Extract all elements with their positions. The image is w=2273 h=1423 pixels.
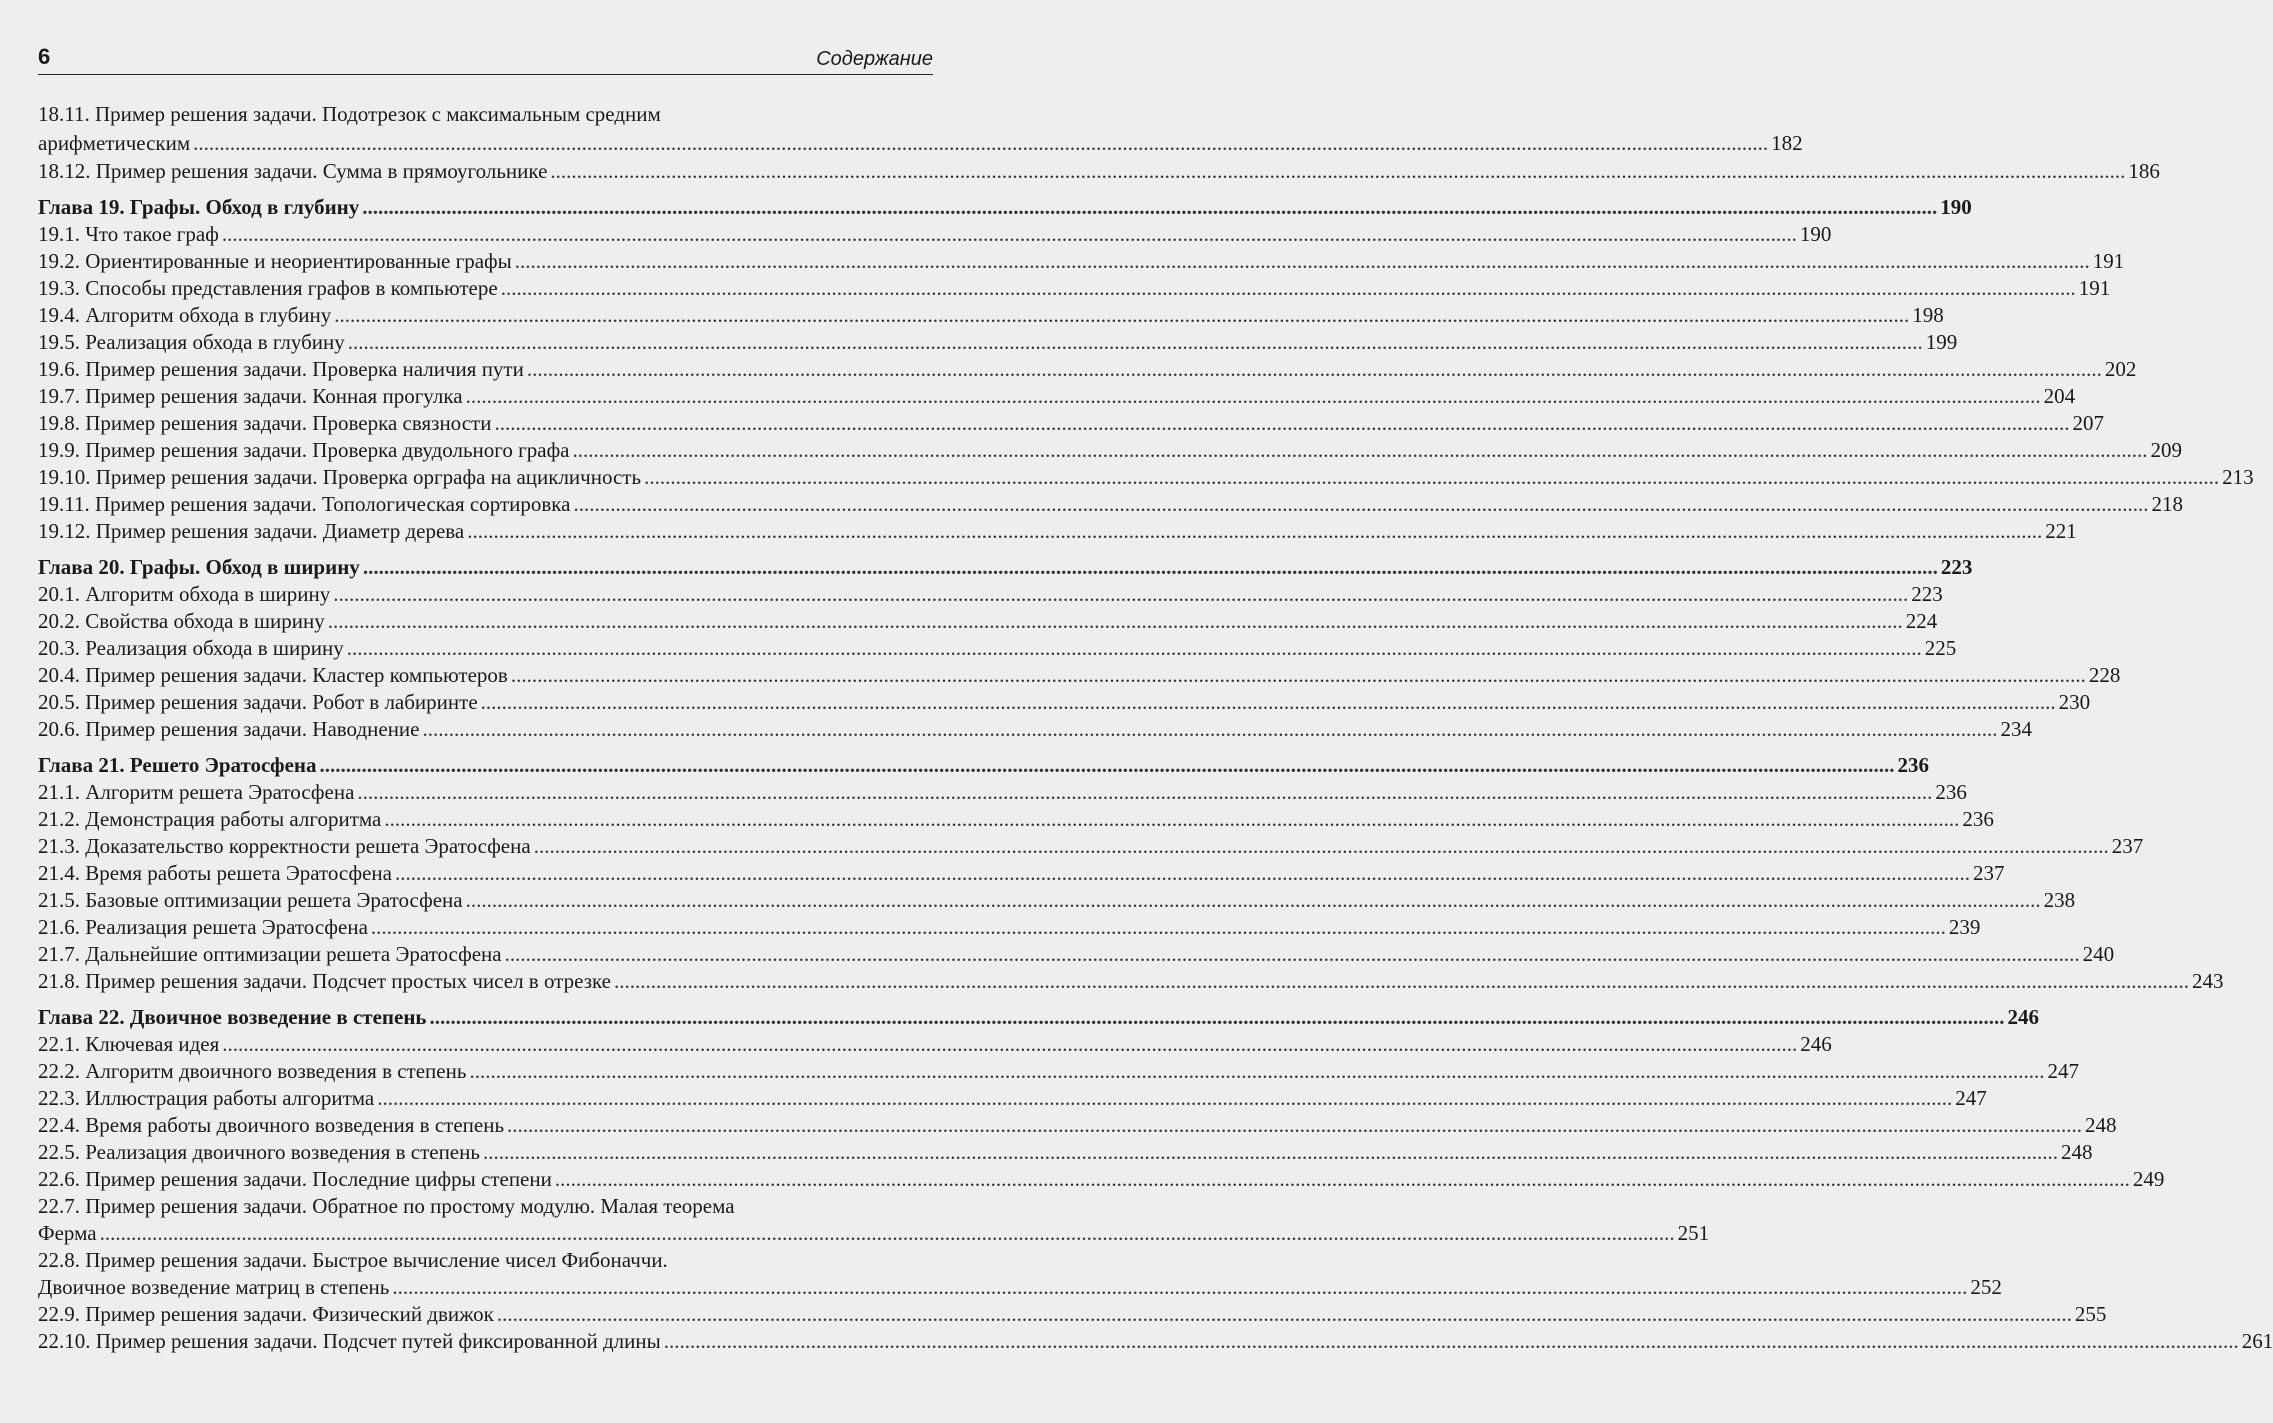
toc-page-number: 204 (2043, 384, 2076, 408)
dot-leader: ............................................................................................................................................................................................................................................................................................................ (362, 555, 1938, 579)
toc-title: 20.1. Алгоритм обхода в ширину (38, 582, 331, 606)
dot-leader: ............................................................................................................................................................................................................................................................................................................ (395, 861, 1970, 885)
toc-title: 22.9. Пример решения задачи. Физический движок (38, 1302, 494, 1326)
toc-line (38, 1274, 2002, 1301)
toc-entry (38, 275, 2111, 302)
toc-page-number: 230 (2058, 690, 2091, 714)
toc-title: 21.6. Реализация решета Эратосфена (38, 915, 368, 939)
toc-page-number: 248 (2060, 1140, 2093, 1164)
toc-entry (38, 914, 1981, 941)
toc-page-number: 255 (2074, 1302, 2107, 1326)
toc-line (38, 158, 2160, 185)
toc-title: 19.12. Пример решения задачи. Диаметр дерева (38, 519, 465, 543)
toc-title: арифметическим (38, 131, 191, 155)
toc-page-number: 218 (2151, 492, 2183, 516)
toc-title: 19.4. Алгоритм обхода в глубину (38, 303, 332, 327)
toc-page-number: 202 (2104, 357, 2137, 381)
toc-page-number: 248 (2085, 1113, 2117, 1137)
page-header (38, 44, 933, 75)
toc-title: 21.3. Доказательство корректности решета Эратосфена (38, 834, 531, 858)
dot-leader: ............................................................................................................................................................................................................................................................................................................ (465, 888, 2041, 912)
toc-entry (38, 491, 2183, 518)
toc-entry (38, 302, 1944, 329)
toc-entry (38, 689, 2091, 716)
toc-page-number: 223 (1940, 555, 1973, 579)
toc-title: 22.1. Ключевая идея (38, 1032, 220, 1056)
toc-title: 19.8. Пример решения задачи. Проверка связности (38, 411, 492, 435)
toc-entry (38, 1328, 2273, 1355)
toc-title: 19.11. Пример решения задачи. Топологическая сортировка (38, 492, 571, 516)
toc-page-number: 246 (1800, 1032, 1832, 1056)
toc-page-number: 247 (1955, 1086, 1987, 1110)
toc-title: 19.7. Пример решения задачи. Конная прогулка (38, 384, 463, 408)
toc-entry (38, 100, 1803, 158)
toc-entry (38, 860, 2005, 887)
toc-chapter (38, 752, 1929, 779)
toc-title: 18.11. Пример решения задачи. Подотрезок с максимальным средним (38, 102, 661, 126)
toc-line (38, 1112, 2117, 1139)
toc-entry (38, 806, 1994, 833)
toc-page-number: 238 (2043, 888, 2076, 912)
toc-entry (38, 383, 2076, 410)
toc-title: 21.2. Демонстрация работы алгоритма (38, 807, 382, 831)
dot-leader: ............................................................................................................................................................................................................................................................................................................ (533, 834, 2109, 858)
toc-entry (38, 968, 2224, 995)
toc-line (38, 689, 2091, 716)
toc-line (38, 302, 1944, 329)
toc-title: 22.4. Время работы двоичного возведения в степень (38, 1113, 505, 1137)
toc-line (38, 129, 1803, 158)
dot-leader: ............................................................................................................................................................................................................................................................................................................ (494, 411, 2070, 435)
toc-title: 22.6. Пример решения задачи. Последние цифры степени (38, 1167, 552, 1191)
toc-line (38, 248, 2125, 275)
dot-leader: ............................................................................................................................................................................................................................................................................................................ (510, 663, 2086, 687)
toc-entry (38, 329, 1958, 356)
table-of-contents (38, 100, 2273, 1355)
toc-title: Глава 20. Графы. Обход в ширину (38, 555, 360, 579)
toc-page-number: 239 (1948, 915, 1981, 939)
toc-entry (38, 779, 1967, 806)
toc-page-number: 213 (2222, 465, 2254, 489)
toc-page-number: 207 (2072, 411, 2104, 435)
dot-leader: ............................................................................................................................................................................................................................................................................................................ (482, 1140, 2058, 1164)
toc-line (38, 833, 2144, 860)
toc-title: 21.8. Пример решения задачи. Подсчет простых чисел в отрезке (38, 969, 611, 993)
toc-page-number: 247 (2047, 1059, 2079, 1083)
toc-entry (38, 1112, 2117, 1139)
dot-leader: ............................................................................................................................................................................................................................................................................................................ (392, 1275, 1968, 1299)
dot-leader: ............................................................................................................................................................................................................................................................................................................ (467, 519, 2043, 543)
toc-entry (38, 1058, 2079, 1085)
toc-page-number: 261 (2241, 1329, 2273, 1353)
toc-title: 22.7. Пример решения задачи. Обратное по простому модулю. Малая теорема (38, 1194, 735, 1218)
toc-line (38, 860, 2005, 887)
toc-line (38, 1193, 933, 1220)
toc-entry (38, 716, 2032, 743)
dot-leader: ............................................................................................................................................................................................................................................................................................................ (222, 1032, 1798, 1056)
toc-title: 19.6. Пример решения задачи. Проверка наличия пути (38, 357, 524, 381)
toc-page-number: 234 (2000, 717, 2032, 741)
toc-line (38, 608, 1938, 635)
dot-leader: ............................................................................................................................................................................................................................................................................................................ (429, 1005, 2005, 1029)
toc-line (38, 554, 1973, 581)
toc-chapter (38, 1004, 2040, 1031)
toc-title: 21.5. Базовые оптимизации решета Эратосфена (38, 888, 463, 912)
toc-line (38, 221, 1832, 248)
toc-title: Глава 19. Графы. Обход в глубину (38, 195, 360, 219)
dot-leader: ............................................................................................................................................................................................................................................................................................................ (465, 384, 2041, 408)
toc-line (38, 662, 2121, 689)
dot-leader: ............................................................................................................................................................................................................................................................................................................ (504, 942, 2080, 966)
toc-line (38, 752, 1929, 779)
toc-title: 19.3. Способы представления графов в компьютере (38, 276, 498, 300)
dot-leader: ............................................................................................................................................................................................................................................................................................................ (614, 969, 2189, 993)
page-number: 6 (38, 44, 51, 69)
toc-title: 22.3. Иллюстрация работы алгоритма (38, 1086, 375, 1110)
toc-page-number: 190 (1799, 222, 1832, 246)
toc-page-number: 246 (2007, 1005, 2040, 1029)
toc-line (38, 1247, 933, 1274)
toc-entry (38, 410, 2104, 437)
toc-page-number: 221 (2045, 519, 2077, 543)
toc-line (38, 1220, 1710, 1247)
toc-line (38, 329, 1958, 356)
toc-entry (38, 464, 2254, 491)
toc-title: 21.1. Алгоритм решета Эратосфена (38, 780, 355, 804)
toc-page-number: 224 (1905, 609, 1938, 633)
toc-page-number: 237 (2111, 834, 2144, 858)
toc-page-number: 223 (1911, 582, 1943, 606)
toc-title: 20.4. Пример решения задачи. Кластер компьютеров (38, 663, 508, 687)
dot-leader: ............................................................................................................................................................................................................................................................................................................ (377, 1086, 1953, 1110)
dot-leader: ............................................................................................................................................................................................................................................................................................................ (469, 1059, 2045, 1083)
toc-entry (38, 248, 2125, 275)
toc-page-number: 243 (2192, 969, 2224, 993)
toc-line (38, 1139, 2093, 1166)
dot-leader: ............................................................................................................................................................................................................................................................................................................ (644, 465, 2220, 489)
toc-chapter (38, 554, 1973, 581)
toc-title: 21.7. Дальнейшие оптимизации решета Эратосфена (38, 942, 502, 966)
toc-page-number: 236 (1935, 780, 1967, 804)
toc-page-number: 198 (1912, 303, 1944, 327)
toc-page-number: 209 (2150, 438, 2182, 462)
toc-title: 20.5. Пример решения задачи. Робот в лабиринте (38, 690, 478, 714)
toc-line (38, 1301, 2107, 1328)
toc-title: 19.10. Пример решения задачи. Проверка орграфа на ацикличность (38, 465, 642, 489)
toc-page-number: 191 (2078, 276, 2111, 300)
dot-leader: ............................................................................................................................................................................................................................................................................................................ (422, 717, 1998, 741)
toc-line (38, 914, 1981, 941)
dot-leader: ............................................................................................................................................................................................................................................................................................................ (221, 222, 1797, 246)
toc-entry (38, 1301, 2107, 1328)
toc-line (38, 491, 2183, 518)
toc-title: 21.4. Время работы решета Эратосфена (38, 861, 392, 885)
toc-title: 19.5. Реализация обхода в глубину (38, 330, 345, 354)
dot-leader: ............................................................................................................................................................................................................................................................................................................ (507, 1113, 2083, 1137)
dot-leader: ............................................................................................................................................................................................................................................................................................................ (550, 159, 2126, 183)
dot-leader: ............................................................................................................................................................................................................................................................................................................ (347, 330, 1923, 354)
toc-title: Двоичное возведение матриц в степень (38, 1275, 390, 1299)
toc-line (38, 464, 2254, 491)
toc-entry (38, 1193, 1710, 1247)
toc-page-number: 191 (2092, 249, 2125, 273)
toc-page-number: 236 (1962, 807, 1994, 831)
toc-page-number: 225 (1924, 636, 1957, 660)
toc-entry (38, 518, 2077, 545)
toc-entry (38, 1031, 1832, 1058)
toc-line (38, 887, 2076, 914)
toc-entry (38, 635, 1957, 662)
toc-title: 19.9. Пример решения задачи. Проверка двудольного графа (38, 438, 570, 462)
toc-title: 22.5. Реализация двоичного возведения в степень (38, 1140, 480, 1164)
toc-line (38, 275, 2111, 302)
toc-page-number: 237 (1973, 861, 2005, 885)
toc-entry (38, 356, 2137, 383)
toc-title: 20.2. Свойства обхода в ширину (38, 609, 325, 633)
dot-leader: ............................................................................................................................................................................................................................................................................................................ (526, 357, 2102, 381)
toc-entry (38, 1166, 2165, 1193)
toc-line (38, 716, 2032, 743)
dot-leader: ............................................................................................................................................................................................................................................................................................................ (319, 753, 1895, 777)
toc-entry (38, 158, 2160, 185)
toc-page-number: 182 (1771, 131, 1803, 155)
dot-leader: ............................................................................................................................................................................................................................................................................................................ (333, 582, 1909, 606)
dot-leader: ............................................................................................................................................................................................................................................................................................................ (572, 438, 2148, 462)
dot-leader: ............................................................................................................................................................................................................................................................................................................ (346, 636, 1922, 660)
toc-line (38, 410, 2104, 437)
toc-entry (38, 437, 2182, 464)
toc-line (38, 581, 1943, 608)
toc-page-number: 236 (1897, 753, 1929, 777)
toc-title: Ферма (38, 1221, 97, 1245)
toc-entry (38, 662, 2121, 689)
toc-line (38, 1166, 2165, 1193)
dot-leader: ............................................................................................................................................................................................................................................................................................................ (496, 1302, 2072, 1326)
toc-line (38, 968, 2224, 995)
toc-title: 22.10. Пример решения задачи. Подсчет путей фиксированной длины (38, 1329, 661, 1353)
dot-leader: ............................................................................................................................................................................................................................................................................................................ (573, 492, 2149, 516)
toc-line (38, 100, 933, 129)
toc-entry (38, 1247, 2002, 1301)
toc-page-number: 228 (2088, 663, 2121, 687)
toc-page-number: 240 (2082, 942, 2115, 966)
dot-leader: ............................................................................................................................................................................................................................................................................................................ (327, 609, 1903, 633)
toc-line (38, 806, 1994, 833)
toc-page-number: 251 (1677, 1221, 1710, 1245)
toc-page-number: 249 (2132, 1167, 2165, 1191)
toc-title: 20.3. Реализация обхода в ширину (38, 636, 344, 660)
running-head: Содержание (816, 48, 933, 70)
toc-title: 19.2. Ориентированные и неориентированные графы (38, 249, 512, 273)
dot-leader: ............................................................................................................................................................................................................................................................................................................ (384, 807, 1960, 831)
toc-entry (38, 833, 2144, 860)
toc-page-number: 190 (1940, 195, 1972, 219)
toc-line (38, 1004, 2040, 1031)
toc-page-number: 186 (2128, 159, 2160, 183)
toc-title: 19.1. Что такое граф (38, 222, 219, 246)
toc-line (38, 1328, 2273, 1355)
toc-entry (38, 581, 1943, 608)
toc-entry (38, 221, 1832, 248)
toc-title: Глава 22. Двоичное возведение в степень (38, 1005, 427, 1029)
toc-line (38, 1031, 1832, 1058)
toc-line (38, 518, 2077, 545)
toc-entry (38, 1139, 2093, 1166)
dot-leader: ............................................................................................................................................................................................................................................................................................................ (334, 303, 1910, 327)
toc-page-number: 199 (1925, 330, 1958, 354)
dot-leader: ............................................................................................................................................................................................................................................................................................................ (99, 1221, 1675, 1245)
dot-leader: ............................................................................................................................................................................................................................................................................................................ (663, 1329, 2239, 1353)
toc-title: Глава 21. Решето Эратосфена (38, 753, 317, 777)
dot-leader: ............................................................................................................................................................................................................................................................................................................ (357, 780, 1933, 804)
toc-entry (38, 941, 2115, 968)
toc-line (38, 383, 2076, 410)
toc-title: 20.6. Пример решения задачи. Наводнение (38, 717, 420, 741)
toc-entry (38, 887, 2076, 914)
toc-title: 22.2. Алгоритм двоичного возведения в степень (38, 1059, 467, 1083)
dot-leader: ............................................................................................................................................................................................................................................................................................................ (554, 1167, 2130, 1191)
dot-leader: ............................................................................................................................................................................................................................................................................................................ (370, 915, 1946, 939)
toc-line (38, 1085, 1987, 1112)
toc-title: 18.12. Пример решения задачи. Сумма в прямоугольнике (38, 159, 548, 183)
toc-line (38, 635, 1957, 662)
dot-leader: ............................................................................................................................................................................................................................................................................................................ (514, 249, 2090, 273)
toc-title: 22.8. Пример решения задачи. Быстрое вычисление чисел Фибоначчи. (38, 1248, 668, 1272)
toc-line (38, 779, 1967, 806)
toc-entry (38, 1085, 1987, 1112)
toc-line (38, 941, 2115, 968)
toc-line (38, 437, 2182, 464)
toc-line (38, 1058, 2079, 1085)
toc-line (38, 356, 2137, 383)
dot-leader: ............................................................................................................................................................................................................................................................................................................ (362, 195, 1938, 219)
toc-chapter (38, 194, 1972, 221)
toc-line (38, 194, 1972, 221)
dot-leader: ............................................................................................................................................................................................................................................................................................................ (193, 131, 1769, 155)
toc-entry (38, 608, 1938, 635)
dot-leader: ............................................................................................................................................................................................................................................................................................................ (500, 276, 2076, 300)
toc-page-number: 252 (1970, 1275, 2002, 1299)
dot-leader: ............................................................................................................................................................................................................................................................................................................ (480, 690, 2056, 714)
